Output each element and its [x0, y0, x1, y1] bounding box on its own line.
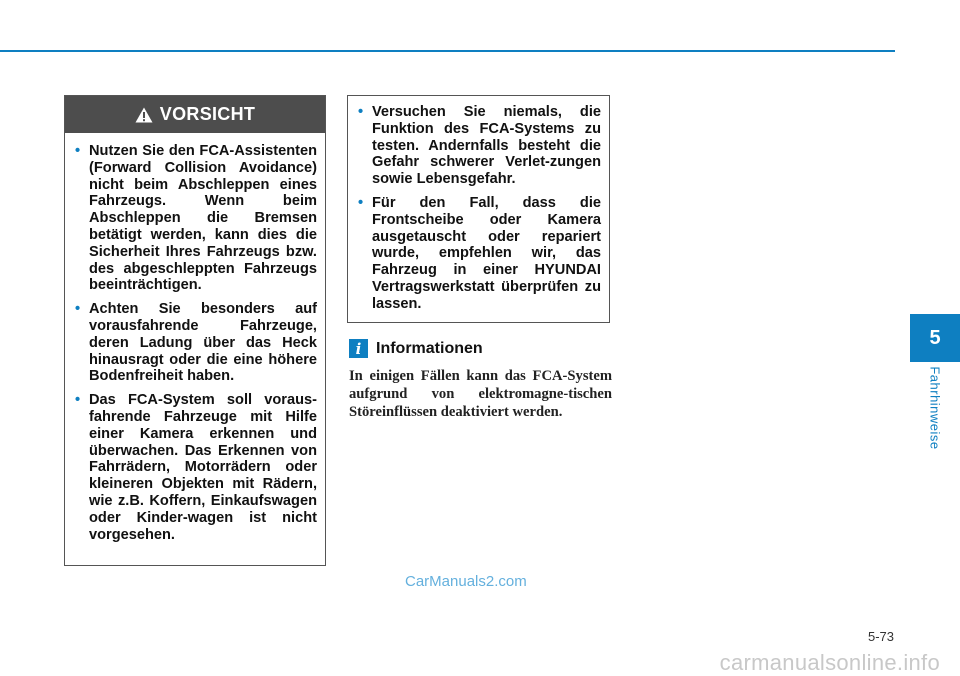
page-number: 5-73 — [867, 629, 894, 644]
watermark-center: CarManuals2.com — [405, 573, 527, 590]
bullet-icon: • — [75, 301, 81, 318]
caution-continued-box — [347, 95, 610, 323]
watermark-bottom: carmanualsonline.info — [719, 650, 940, 675]
bullet-icon: • — [75, 143, 81, 159]
caution-item: • Für den Fall, dass die Frontscheibe oder Kamera ausgetauscht oder repariert wurde, empfehlen wir, das Fahrzeug in einer HYUNDAI Vertragswerkstatt überprüfen zu lassen. — [358, 194, 601, 312]
warning-triangle-icon — [135, 107, 153, 123]
caution-item: • Das FCA-System soll voraus-fahrende Fahrzeuge mit Hilfe einer Kamera erkennen und überwachen. Das Erkennen von Fahrrädern, Motorrädern oder kleineren Objekten mit Rädern, wie z.B. Koffern, Einkaufswagen oder Kinder-wagen ist nicht vorgesehen. — [75, 392, 317, 543]
bullet-icon: • — [358, 194, 364, 211]
info-title: Informationen — [376, 339, 483, 357]
top-rule — [0, 50, 895, 52]
caution-title: VORSICHT — [159, 104, 256, 124]
caution-box — [64, 95, 326, 566]
info-heading — [349, 339, 483, 358]
caution-continued-list — [358, 104, 601, 313]
caution-header — [65, 96, 325, 133]
caution-item: • Versuchen Sie niemals, die Funktion des FCA-Systems zu testen. Andernfalls besteht die Gefahr schwerer Verlet-zungen sowie Lebensgefahr. — [358, 104, 601, 188]
info-icon: i — [349, 339, 368, 358]
caution-item: • Achten Sie besonders auf vorausfahrende Fahrzeuge, deren Ladung über das Heck hinausragt oder die eine höhere Bodenfreiheit haben. — [75, 301, 317, 385]
chapter-label: Fahrhinweise — [927, 366, 943, 450]
chapter-tab: 5 — [910, 314, 960, 362]
caution-item: • Nutzen Sie den FCA-Assistenten (Forward Collision Avoidance) nicht beim Abschleppen eines Fahrzeugs. Wenn beim Abschleppen die Bremsen betätigt werden, kann dies die Sicherheit Ihres Fahrzeugs bzw. des abgeschleppten Fahrzeugs beeinträchtigen. — [75, 143, 317, 294]
info-text: In einigen Fällen kann das FCA-System aufgrund von elektromagne-tischen Störeinflüssen deaktiviert werden. — [349, 368, 612, 420]
caution-list — [65, 133, 325, 543]
bullet-icon: • — [75, 392, 81, 409]
bullet-icon: • — [358, 104, 364, 120]
